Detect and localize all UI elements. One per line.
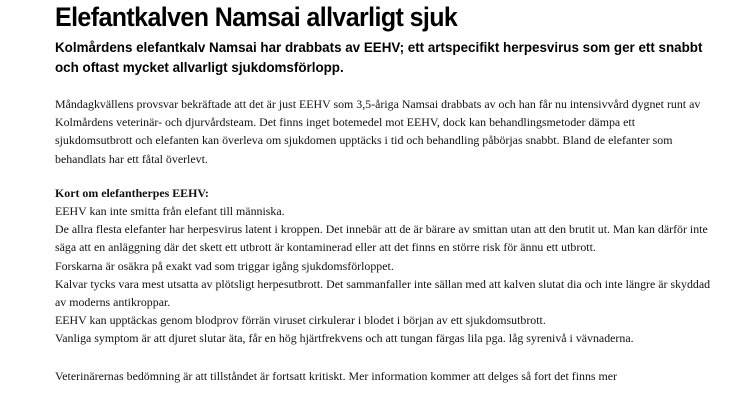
- facts-heading: Kort om elefantherpes EEHV:: [55, 185, 209, 200]
- article-lead: Kolmårdens elefantkalv Namsai har drabbats av EEHV; ett artspecifikt herpesvirus som ger ett snabbt och oftast mycket allvarligt sjukdomsförlopp.: [55, 40, 703, 75]
- fact-item: De allra flesta elefanter har herpesvirus latent i kroppen. Det innebär att de är bärare av smittan utan att den brutit ut. Man kan därför inte säga att en anläggning där det skett ett utbrott är kontaminerad eller att det finns en större risk för ännu ett utbrott.: [55, 222, 708, 255]
- article-title: Elefantkalven Namsai allvarligt sjuk: [55, 2, 458, 33]
- fact-item: EEHV kan upptäckas genom blodprov förrän viruset cirkulerar i blodet i början av ett sjukdomsutbrott.: [55, 313, 546, 328]
- document-page: [55, 0, 715, 385]
- intro-paragraph: Måndagkvällens provsvar bekräftade att det är just EEHV som 3,5-åriga Namsai drabbats av och han får nu intensivvård dygnet runt av Kolmårdens veterinär- och djurvårdsteam. Det finns inget botemedel mot EEHV, dock kan behandlingsmetoder dämpa ett sjukdomsutbrott och elefanten kan överleva om sjukdomen upptäcks i tid och behandling påbörjas snabbt. Bland de elefanter som behandlats har ett fåtal överlevt.: [55, 97, 701, 166]
- fact-item: Forskarna är osäkra på exakt vad som triggar igång sjukdomsförloppet.: [55, 258, 394, 273]
- closing-paragraph: Veterinärernas bedömning är att tillståndet är fortsatt kritiskt. Mer information kommer att delges så fort det finns mer: [55, 368, 617, 383]
- fact-item: EEHV kan inte smitta från elefant till människa.: [55, 204, 285, 219]
- fact-item: Kalvar tycks vara mest utsatta av plötsligt herpesutbrott. Det sammanfaller inte sällan med att kalven slutat dia och inte längre är skyddad av moderns antikroppar.: [55, 276, 711, 310]
- fact-item: Vanliga symptom är att djuret slutar äta, får en hög hjärtfrekvens och att tungan färgas lila pga. låg syrenivå i vävnaderna.: [55, 331, 634, 346]
- facts-section: [55, 184, 715, 348]
